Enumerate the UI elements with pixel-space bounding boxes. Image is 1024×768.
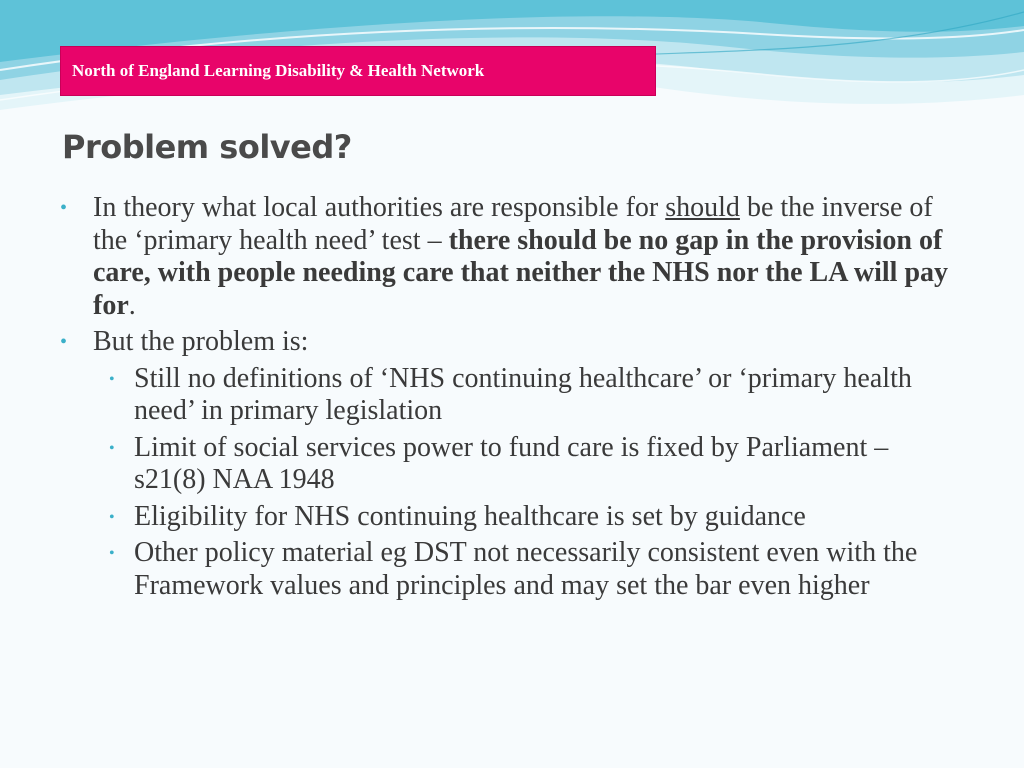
- sub-bullet-1: [109, 362, 964, 428]
- sub-bullet-4: [109, 537, 964, 602]
- bullet-1: [60, 192, 963, 322]
- sub-bullet-1-text: Still no definitions of ‘NHS continuing healthcare’ or ‘primary health need’ in primary legislation: [134, 362, 912, 426]
- bullet-1-lead: In theory what local authorities are responsible for: [93, 192, 666, 223]
- sub-bullet-marker: •: [109, 439, 115, 457]
- slide-body: [0, 192, 1024, 606]
- bullet-1-middle: be the inverse of the ‘primary health need’ test –: [93, 192, 933, 256]
- bullet-1-underlined: should: [665, 192, 740, 223]
- sub-bullet-4-text: Other policy material eg DST not necessarily consistent even with the Framework values and principles and may set the bar even higher: [134, 537, 918, 601]
- bullet-marker: •: [60, 197, 68, 219]
- sub-bullet-2-text: Limit of social services power to fund care is fixed by Parliament – s21(8) NAA 1948: [134, 431, 889, 495]
- sub-bullet-3: [109, 500, 964, 534]
- banner-text: North of England Learning Disability & Health Network: [72, 61, 485, 80]
- sub-bullet-2: [109, 431, 964, 497]
- bullet-marker: •: [60, 331, 68, 353]
- sub-bullet-marker: •: [109, 545, 115, 562]
- bullet-2-text: But the problem is:: [93, 326, 309, 357]
- sub-bullet-marker: •: [109, 370, 115, 388]
- network-banner: [60, 46, 656, 96]
- sub-bullet-3-text: Eligibility for NHS continuing healthcare is set by guidance: [134, 500, 806, 532]
- sub-bullet-marker: •: [109, 508, 115, 526]
- bullet-2: [60, 326, 963, 359]
- bullet-1-bold: there should be no gap in the provision of care, with people needing care that neither the NHS nor the LA will pay for: [93, 224, 949, 321]
- bullet-1-end: .: [128, 289, 136, 321]
- slide-title: Problem solved?: [62, 128, 352, 166]
